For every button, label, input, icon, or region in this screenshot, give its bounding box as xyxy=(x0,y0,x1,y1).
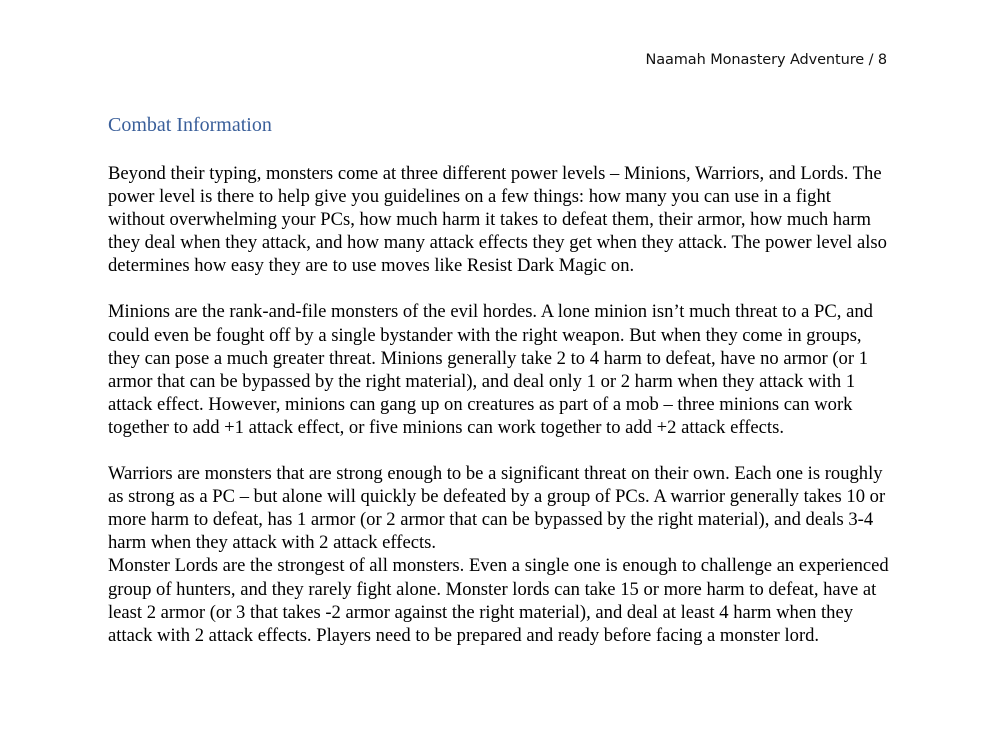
section-title: Combat Information xyxy=(108,114,272,136)
page-header-running-title: Naamah Monastery Adventure / 8 xyxy=(645,52,887,68)
paragraph-minions: Minions are the rank-and-file monsters of the evil hordes. A lone minion isn’t much threat to a PC, and could even be fought off by a single bystander with the right weapon. But when they come in groups, they can pose a much greater threat. Minions generally take 2 to 4 harm to defeat, have no armor (or 1 armor that can be bypassed by the right material), and deal only 1 or 2 harm when they attack with 1 attack effect. However, minions can gang up on creatures as part of a mob – three minions can work together to add +1 attack effect, or five minions can work together to add +2 attack effects. xyxy=(108,301,873,438)
paragraph-warriors: Warriors are monsters that are strong enough to be a significant threat on their own. Each one is roughly as strong as a PC – but alone will quickly be defeated by a group of PCs. A warrior generally takes 10 or more harm to defeat, has 1 armor (or 2 armor that can be bypassed by the right material), and deals 3-4 harm when they attack with 2 attack effects. xyxy=(108,463,886,554)
paragraph-power-levels: Beyond their typing, monsters come at three different power levels – Minions, Warriors, and Lords. The power level is there to help give you guidelines on a few things: how many you can use in a fight without overwhelming your PCs, how much harm it takes to defeat them, their armor, how much harm they deal when they attack, and how many attack effects they get when they attack. The power level also determines how easy they are to use moves like Resist Dark Magic on. xyxy=(108,163,887,277)
paragraph-monster-lords: Monster Lords are the strongest of all monsters. Even a single one is enough to challenge an experienced group of hunters, and they rarely fight alone. Monster lords can take 15 or more harm to defeat, have at least 2 armor (or 3 that takes -2 armor against the right material), and deal at least 4 harm when they attack with 2 attack effects. Players need to be prepared and ready before facing a monster lord. xyxy=(108,555,889,646)
section-body xyxy=(108,162,890,647)
